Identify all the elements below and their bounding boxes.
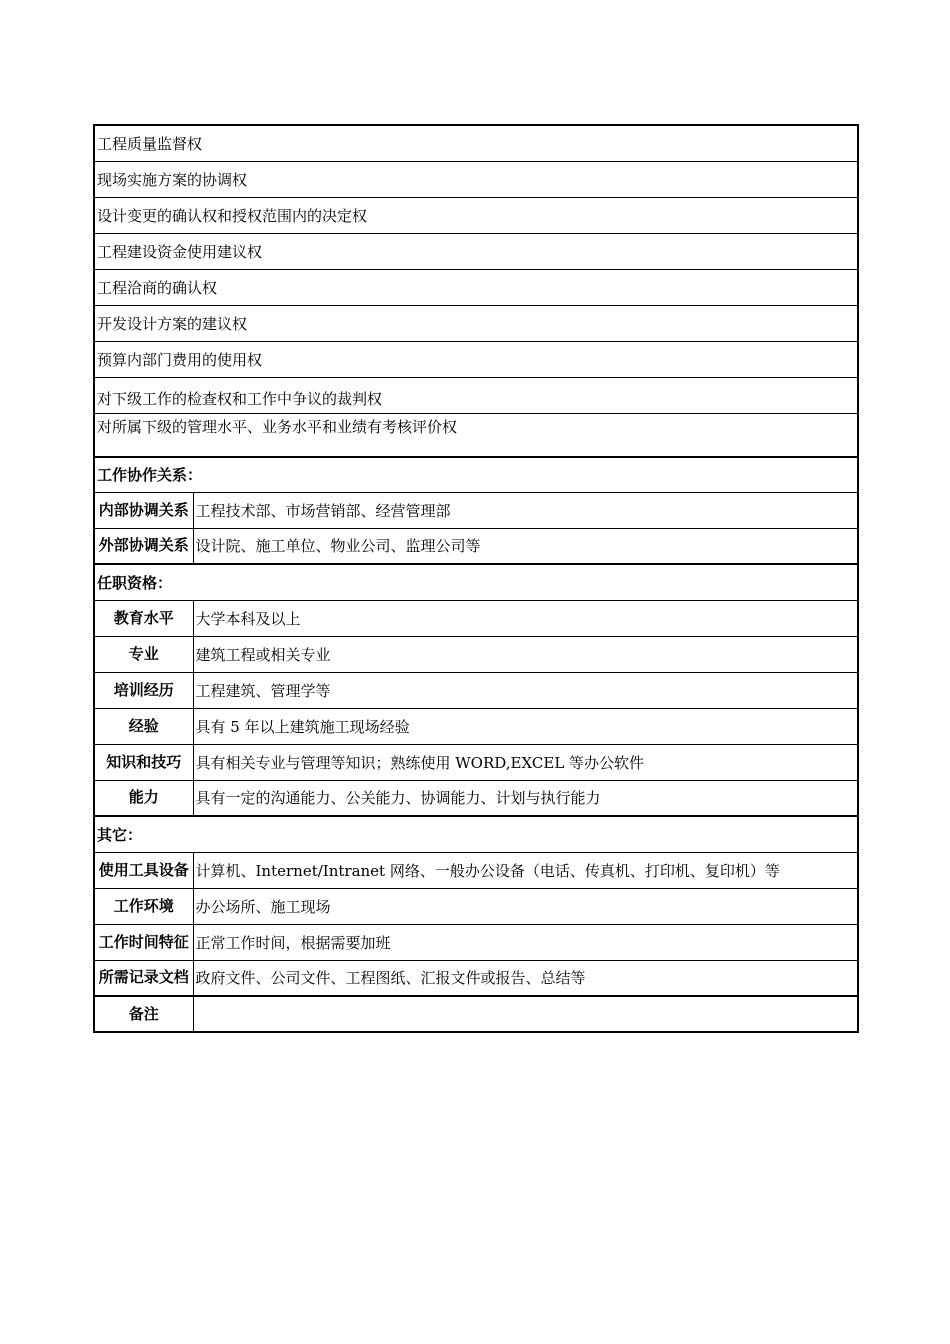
knowledge-value: 具有相关专业与管理等知识；熟练使用 WORD,EXCEL 等办公软件: [193, 744, 858, 780]
remarks-row: [94, 996, 858, 1032]
environment-value: 办公场所、施工现场: [193, 888, 858, 924]
section-header-row: [94, 564, 858, 600]
collaboration-internal-row: [94, 492, 858, 528]
remarks-value: [193, 996, 858, 1032]
environment-label: 工作环境: [94, 888, 193, 924]
authority-row: [94, 269, 858, 305]
major-label: 专业: [94, 636, 193, 672]
tools-label: 使用工具设备: [94, 852, 193, 888]
internal-coordination-label: 内部协调关系: [94, 492, 193, 528]
authority-row: [94, 413, 858, 457]
job-description-sheet: [93, 124, 857, 1033]
other-row: [94, 924, 858, 960]
authority-row: [94, 233, 858, 269]
other-row: [94, 960, 858, 996]
education-value: 大学本科及以上: [193, 600, 858, 636]
authority-row: [94, 305, 858, 341]
external-coordination-value: 设计院、施工单位、物业公司、监理公司等: [193, 528, 858, 564]
education-label: 教育水平: [94, 600, 193, 636]
external-coordination-label: 外部协调关系: [94, 528, 193, 564]
authority-row: [94, 125, 858, 161]
authority-item: 现场实施方案的协调权: [94, 161, 858, 197]
work-hours-label: 工作时间特征: [94, 924, 193, 960]
authority-row: [94, 197, 858, 233]
authority-row: [94, 161, 858, 197]
authority-row: [94, 341, 858, 377]
knowledge-label: 知识和技巧: [94, 744, 193, 780]
authority-row: [94, 377, 858, 413]
authority-item: 对所属下级的管理水平、业务水平和业绩有考核评价权: [94, 413, 858, 457]
qualification-row: [94, 636, 858, 672]
other-row: [94, 852, 858, 888]
work-hours-value: 正常工作时间，根据需要加班: [193, 924, 858, 960]
tools-value: 计算机、Internet/Intranet 网络、一般办公设备（电话、传真机、打印机、复印机）等: [193, 852, 858, 888]
authority-item: 工程洽商的确认权: [94, 269, 858, 305]
section-header-row: [94, 816, 858, 852]
authority-item: 预算内部门费用的使用权: [94, 341, 858, 377]
remarks-label: 备注: [94, 996, 193, 1032]
qualification-row: [94, 744, 858, 780]
others-section-title: 其它：: [94, 816, 858, 852]
internal-coordination-value: 工程技术部、市场营销部、经营管理部: [193, 492, 858, 528]
collaboration-external-row: [94, 528, 858, 564]
ability-label: 能力: [94, 780, 193, 816]
experience-label: 经验: [94, 708, 193, 744]
qualifications-section-title: 任职资格：: [94, 564, 858, 600]
qualification-row: [94, 600, 858, 636]
training-label: 培训经历: [94, 672, 193, 708]
training-value: 工程建筑、管理学等: [193, 672, 858, 708]
authority-item: 工程质量监督权: [94, 125, 858, 161]
ability-value: 具有一定的沟通能力、公关能力、协调能力、计划与执行能力: [193, 780, 858, 816]
qualification-row: [94, 708, 858, 744]
authority-item: 对下级工作的检查权和工作中争议的裁判权: [94, 377, 858, 413]
experience-value: 具有 5 年以上建筑施工现场经验: [193, 708, 858, 744]
job-description-table: [93, 124, 859, 1033]
other-row: [94, 888, 858, 924]
authority-item: 工程建设资金使用建议权: [94, 233, 858, 269]
qualification-row: [94, 780, 858, 816]
major-value: 建筑工程或相关专业: [193, 636, 858, 672]
qualification-row: [94, 672, 858, 708]
collaboration-section-title: 工作协作关系：: [94, 457, 858, 492]
records-value: 政府文件、公司文件、工程图纸、汇报文件或报告、总结等: [193, 960, 858, 996]
authority-item: 开发设计方案的建议权: [94, 305, 858, 341]
records-label: 所需记录文档: [94, 960, 193, 996]
authority-item: 设计变更的确认权和授权范围内的决定权: [94, 197, 858, 233]
section-header-row: [94, 457, 858, 492]
